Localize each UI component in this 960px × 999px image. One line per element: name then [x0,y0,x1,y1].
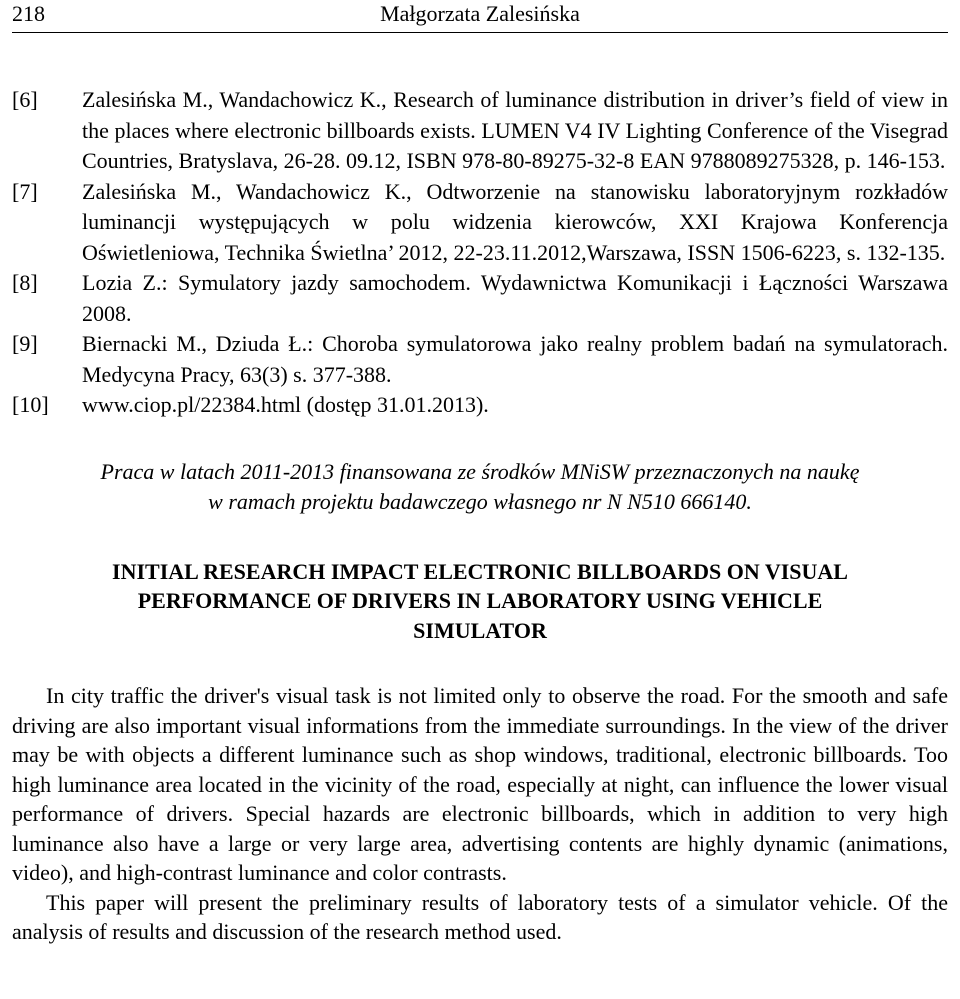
page-number: 218 [12,1,45,26]
running-header [12,0,948,33]
reference-text: Lozia Z.: Symulatory jazdy samochodem. Wydawnictwa Komunikacji i Łączności Warszawa 2008. [82,270,948,326]
abstract-paragraph: This paper will present the preliminary results of laboratory tests of a simulator vehicle. Of the analysis of results and discussion of the research method used. [12,889,948,944]
reference-item [12,268,948,329]
article-title [12,557,948,646]
reference-item [12,177,948,269]
reference-number: [6] [12,87,38,112]
article-title-line: INITIAL RESEARCH IMPACT ELECTRONIC BILLBOARDS ON VISUAL [112,558,848,584]
abstract-paragraph: In city traffic the driver's visual task is not limited only to observe the road. For the smooth and safe driving are also important visual informations from the immediate surroundings. In the view of the driver may be with objects a different luminance such as shop windows, traditional, electronic billboards. Too high luminance area located in the vicinity of the road, especially at night, can influence the lower visual performance of drivers. Special hazards are electronic billboards, which in addition to very high luminance also have a large or very large area, advertising contents are highly dynamic (animations, video), and high-contrast luminance and color contrasts. [12,683,948,885]
reference-list [12,85,948,421]
running-header-author: Małgorzata Zalesińska [380,1,580,26]
reference-number: [9] [12,331,38,356]
reference-text: Biernacki M., Dziuda Ł.: Choroba symulatorowa jako realny problem badań na symulatorach. Medycyna Pracy, 63(3) s. 377-388. [82,331,948,387]
reference-number: [10] [12,392,49,417]
funding-note-line: w ramach projektu badawczego własnego nr N N510 666140. [208,488,752,514]
reference-text: Zalesińska M., Wandachowicz K., Odtworzenie na stanowisku laboratoryjnym rozkładów luminancji występujących w polu widzenia kierowców, XXI Krajowa Konferencja Oświetleniowa, Technika Świetlna’ 2012, 22-23.11.2012,Warszawa, ISSN 1506-6223, s. 132-135. [82,178,948,265]
article-title-line: PERFORMANCE OF DRIVERS IN LABORATORY USING VEHICLE [137,588,823,613]
reference-number: [7] [12,178,38,204]
abstract [12,681,948,947]
reference-text: Zalesińska M., Wandachowicz K., Research of luminance distribution in driver’s field of view in the places where electronic billboards exists. LUMEN V4 IV Lighting Conference of the Visegrad Countries, Bratyslava, 26-28. 09.12, ISBN 978-80-89275-32-8 EAN 9788089275328, p. 146-153. [82,87,948,173]
funding-note-line: Praca w latach 2011-2013 finansowana ze środków MNiSW przeznaczonych na naukę [100,458,860,484]
funding-note [12,457,948,517]
article-title-line: SIMULATOR [413,617,547,643]
reference-item [12,329,948,390]
reference-item [12,85,948,177]
reference-text: www.ciop.pl/22384.html (dostęp 31.01.2013). [82,392,489,417]
reference-number: [8] [12,270,38,295]
reference-item [12,390,948,421]
